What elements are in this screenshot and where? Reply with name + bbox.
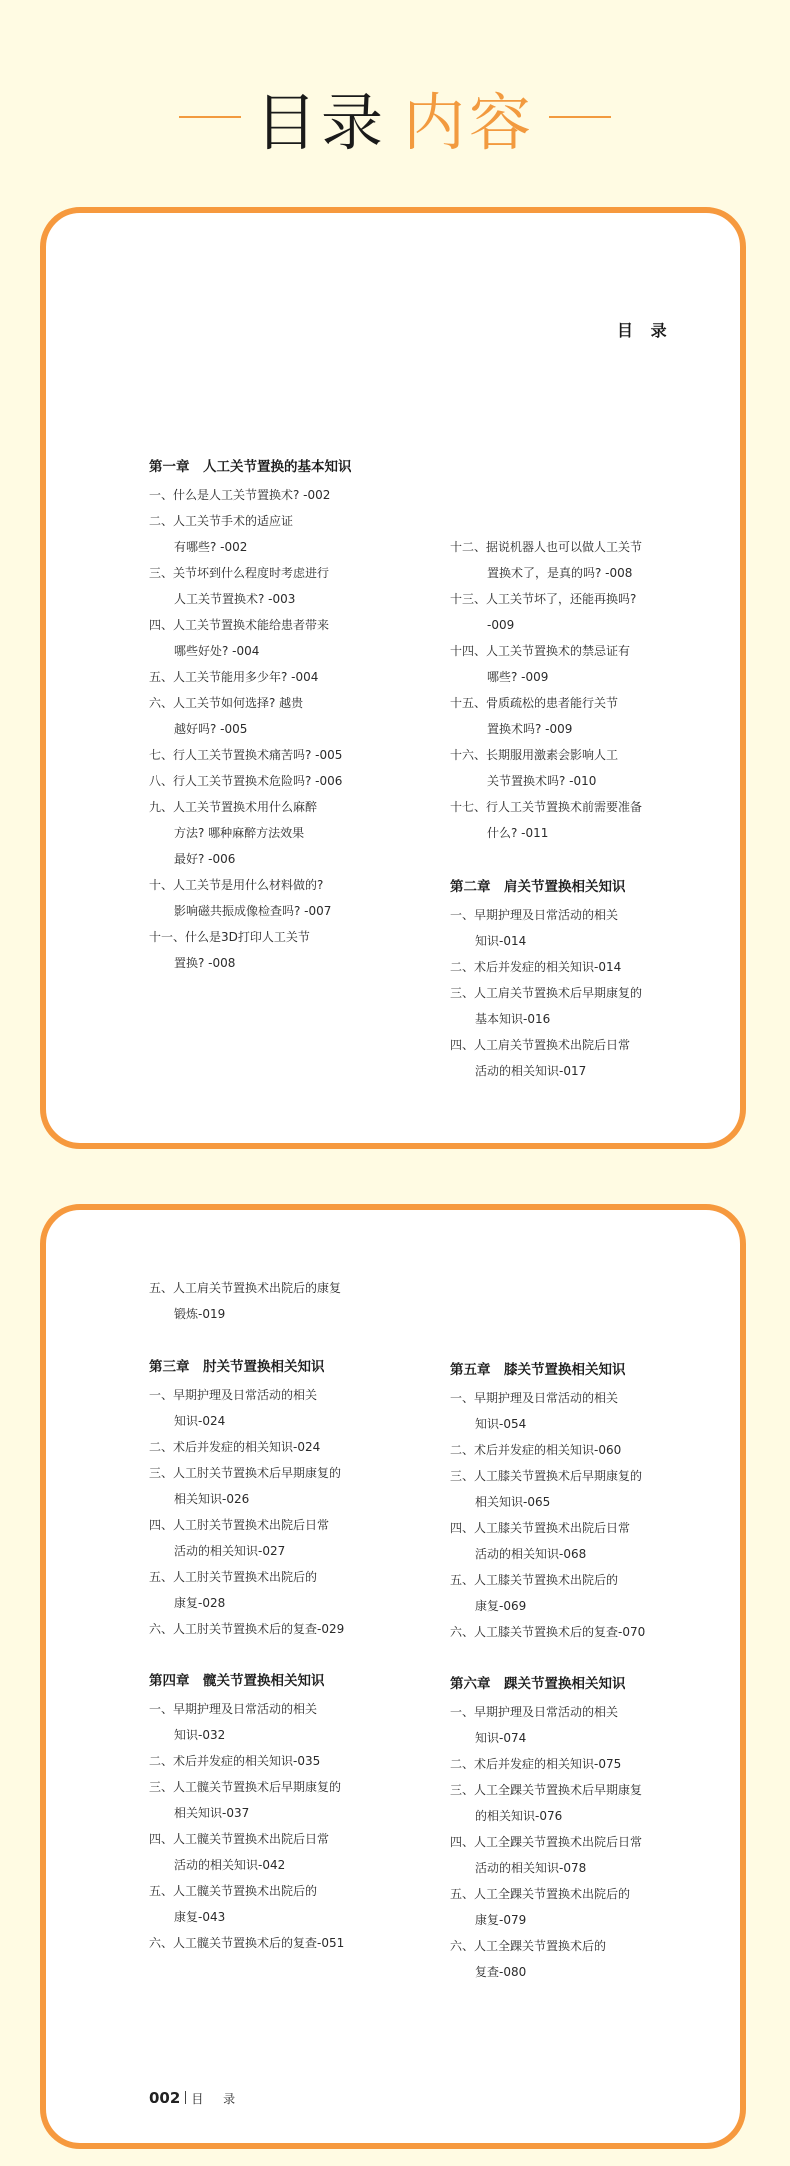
toc-entry-text-continued: 的相关知识-076 bbox=[475, 1809, 563, 1823]
toc-entry-text-continued: 知识-024 bbox=[174, 1414, 226, 1428]
toc-entry-text-continued: 复查-080 bbox=[475, 1965, 527, 1979]
chapter-entries bbox=[149, 1382, 379, 1642]
toc-entry-text: 八、行人工关节置换术危险吗? -006 bbox=[149, 774, 343, 788]
footer-divider bbox=[185, 2091, 186, 2104]
toc-entry-text-continued: 方法? 哪种麻醉方法效果 bbox=[174, 826, 305, 840]
toc-entry-text: 十三、人工关节坏了，还能再换吗? bbox=[450, 592, 637, 606]
toc-entry-text: 十六、长期服用激素会影响人工 bbox=[450, 748, 619, 762]
toc-entry-text-continued: 最好? -006 bbox=[174, 852, 236, 866]
toc-entry bbox=[450, 1699, 680, 1751]
chapter-5-block bbox=[450, 1357, 680, 1645]
page-number: 002 bbox=[149, 2089, 181, 2107]
chapter-4-block bbox=[149, 1668, 379, 1956]
toc-entry bbox=[149, 508, 379, 560]
chapter-entries bbox=[450, 1385, 680, 1645]
toc-entry-text: 四、人工肩关节置换术出院后日常 bbox=[450, 1038, 631, 1052]
toc-entry-text-continued: 知识-014 bbox=[475, 934, 527, 948]
toc-entry bbox=[149, 1460, 379, 1512]
chapter-title: 第三章 肘关节置换相关知识 bbox=[149, 1359, 325, 1375]
toc-entry bbox=[149, 1930, 379, 1956]
toc-entry-text: 三、人工肩关节置换术后早期康复的 bbox=[450, 986, 643, 1000]
toc-entry-text-continued: 什么? -011 bbox=[487, 826, 549, 840]
chapter-6-block bbox=[450, 1671, 680, 1985]
toc-entry-text-continued: 影响磁共振成像检查吗? -007 bbox=[174, 904, 332, 918]
toc-entry-text-continued: 置换术吗? -009 bbox=[487, 722, 573, 736]
toc-entry-text: 二、术后并发症的相关知识-075 bbox=[450, 1757, 622, 1771]
toc-entry bbox=[450, 586, 680, 638]
toc-entry-text-continued: 活动的相关知识-027 bbox=[174, 1544, 286, 1558]
toc-entry bbox=[149, 1564, 379, 1616]
toc-entry bbox=[149, 1826, 379, 1878]
toc-entry-text-continued: -009 bbox=[487, 618, 515, 632]
toc-entry-text-continued: 康复-043 bbox=[174, 1910, 226, 1924]
toc-entry-text: 十七、行人工关节置换术前需要准备 bbox=[450, 800, 643, 814]
toc-entry-text: 三、人工肘关节置换术后早期康复的 bbox=[149, 1466, 342, 1480]
toc-entry bbox=[149, 1696, 379, 1748]
toc-entry bbox=[450, 1437, 680, 1463]
toc-entry bbox=[149, 1616, 379, 1642]
chapter-title: 第一章 人工关节置换的基本知识 bbox=[149, 459, 352, 475]
toc-entry-text: 一、早期护理及日常活动的相关 bbox=[450, 1391, 619, 1405]
toc-entry bbox=[149, 1512, 379, 1564]
toc-entry-text: 二、人工关节手术的适应证 bbox=[149, 514, 294, 528]
toc-entry bbox=[149, 794, 379, 872]
toc-entry bbox=[450, 1032, 680, 1084]
toc-entry-text-continued: 知识-032 bbox=[174, 1728, 226, 1742]
toc-entry-text: 十四、人工关节置换术的禁忌证有 bbox=[450, 644, 631, 658]
toc-entry-text-continued: 基本知识-016 bbox=[475, 1012, 551, 1026]
toc-entry-text: 五、人工肘关节置换术出院后的 bbox=[149, 1570, 318, 1584]
toc-entry-text-continued: 哪些? -009 bbox=[487, 670, 549, 684]
toc-entry-text-continued: 活动的相关知识-078 bbox=[475, 1861, 587, 1875]
toc-entry-text: 五、人工膝关节置换术出院后的 bbox=[450, 1573, 619, 1587]
header-right-rule bbox=[549, 116, 611, 118]
toc-entry-text: 十一、什么是3D打印人工关节 bbox=[149, 930, 310, 944]
toc-entry-text: 三、人工膝关节置换术后早期康复的 bbox=[450, 1469, 643, 1483]
toc-entry bbox=[149, 924, 379, 976]
toc-entry-text-continued: 相关知识-037 bbox=[174, 1806, 250, 1820]
toc-entry bbox=[450, 1881, 680, 1933]
chapter-entries bbox=[149, 1275, 379, 1327]
toc-entry bbox=[450, 1777, 680, 1829]
toc-entry-text: 五、人工关节能用多少年? -004 bbox=[149, 670, 319, 684]
toc-entry bbox=[149, 742, 379, 768]
page-header bbox=[0, 72, 790, 162]
toc-entry-text-continued: 越好吗? -005 bbox=[174, 722, 248, 736]
toc-entry-text-continued: 康复-028 bbox=[174, 1596, 226, 1610]
toc-entry-text-continued: 活动的相关知识-042 bbox=[174, 1858, 286, 1872]
toc-entry-text-continued: 有哪些? -002 bbox=[174, 540, 248, 554]
toc-entry bbox=[450, 902, 680, 954]
toc-entry-text: 十二、据说机器人也可以做人工关节 bbox=[450, 540, 643, 554]
toc-entry-text: 六、人工全踝关节置换术后的 bbox=[450, 1939, 607, 1953]
toc-entry bbox=[450, 980, 680, 1032]
toc-entry-text: 四、人工膝关节置换术出院后日常 bbox=[450, 1521, 631, 1535]
toc-entry-text: 四、人工髋关节置换术出院后日常 bbox=[149, 1832, 330, 1846]
toc-entry bbox=[149, 560, 379, 612]
toc-entry-text-continued: 知识-074 bbox=[475, 1731, 527, 1745]
toc-entry-text: 六、人工关节如何选择? 越贵 bbox=[149, 696, 304, 710]
toc-entry-text-continued: 置换? -008 bbox=[174, 956, 236, 970]
toc-entry-text-continued: 人工关节置换术? -003 bbox=[174, 592, 296, 606]
header-left-rule bbox=[179, 116, 241, 118]
toc-entry bbox=[149, 1748, 379, 1774]
toc-entry-text: 四、人工全踝关节置换术出院后日常 bbox=[450, 1835, 643, 1849]
toc-entry-text: 四、人工肘关节置换术出院后日常 bbox=[149, 1518, 330, 1532]
toc-page-heading: 目 录 bbox=[617, 321, 673, 340]
toc-entry-text: 十五、骨质疏松的患者能行关节 bbox=[450, 696, 619, 710]
toc-entry-text: 五、人工肩关节置换术出院后的康复 bbox=[149, 1281, 342, 1295]
toc-entry bbox=[450, 1385, 680, 1437]
toc-entry-text: 三、关节坏到什么程度时考虑进行 bbox=[149, 566, 330, 580]
toc-entry-text: 五、人工髋关节置换术出院后的 bbox=[149, 1884, 318, 1898]
toc-entry-text: 十、人工关节是用什么材料做的? bbox=[149, 878, 324, 892]
toc-entry-text: 一、早期护理及日常活动的相关 bbox=[149, 1702, 318, 1716]
toc-entry bbox=[149, 768, 379, 794]
toc-entry-text-continued: 相关知识-026 bbox=[174, 1492, 250, 1506]
toc-entry-text: 六、人工髋关节置换术后的复查-051 bbox=[149, 1936, 345, 1950]
chapter-2-continued-block bbox=[149, 1275, 379, 1327]
toc-entry bbox=[149, 1878, 379, 1930]
toc-entry-text: 九、人工关节置换术用什么麻醉 bbox=[149, 800, 318, 814]
toc-entry-text: 二、术后并发症的相关知识-024 bbox=[149, 1440, 321, 1454]
toc-entry-text-continued: 活动的相关知识-068 bbox=[475, 1547, 587, 1561]
toc-entry bbox=[450, 742, 680, 794]
toc-entry bbox=[450, 1567, 680, 1619]
page-footer bbox=[149, 2089, 243, 2107]
toc-entry bbox=[450, 1515, 680, 1567]
toc-entry-text: 一、什么是人工关节置换术? -002 bbox=[149, 488, 331, 502]
toc-entry bbox=[149, 1275, 379, 1327]
toc-entry-text: 二、术后并发症的相关知识-035 bbox=[149, 1754, 321, 1768]
toc-entry bbox=[149, 1774, 379, 1826]
toc-entry-text-continued: 锻炼-019 bbox=[174, 1307, 226, 1321]
toc-entry-text: 二、术后并发症的相关知识-014 bbox=[450, 960, 622, 974]
toc-entry-text-continued: 康复-069 bbox=[475, 1599, 527, 1613]
chapter-title: 第二章 肩关节置换相关知识 bbox=[450, 879, 626, 895]
chapter-1-continued-block bbox=[450, 534, 680, 846]
toc-entry bbox=[450, 690, 680, 742]
chapter-2-block bbox=[450, 874, 680, 1084]
toc-entry-text-continued: 知识-054 bbox=[475, 1417, 527, 1431]
chapter-title: 第五章 膝关节置换相关知识 bbox=[450, 1362, 626, 1378]
toc-entry-text-continued: 置换术了，是真的吗? -008 bbox=[487, 566, 633, 580]
toc-entry-text: 六、人工肘关节置换术后的复查-029 bbox=[149, 1622, 345, 1636]
chapter-entries bbox=[450, 534, 680, 846]
toc-entry bbox=[450, 1829, 680, 1881]
chapter-entries bbox=[149, 1696, 379, 1956]
chapter-title: 第四章 髋关节置换相关知识 bbox=[149, 1673, 325, 1689]
chapter-entries bbox=[149, 482, 379, 976]
toc-entry-text-continued: 哪些好处? -004 bbox=[174, 644, 260, 658]
toc-entry-text-continued: 活动的相关知识-017 bbox=[475, 1064, 587, 1078]
toc-entry-text: 二、术后并发症的相关知识-060 bbox=[450, 1443, 622, 1457]
toc-entry-text: 六、人工膝关节置换术后的复查-070 bbox=[450, 1625, 646, 1639]
toc-entry-text: 四、人工关节置换术能给患者带来 bbox=[149, 618, 330, 632]
toc-entry-text: 三、人工全踝关节置换术后早期康复 bbox=[450, 1783, 643, 1797]
toc-entry bbox=[450, 1619, 680, 1645]
footer-label: 目 录 bbox=[191, 2092, 244, 2106]
toc-entry bbox=[450, 954, 680, 980]
toc-entry bbox=[149, 690, 379, 742]
header-title-black: 目录 bbox=[254, 85, 387, 159]
toc-entry bbox=[450, 1751, 680, 1777]
toc-entry-text: 七、行人工关节置换术痛苦吗? -005 bbox=[149, 748, 343, 762]
toc-entry-text-continued: 相关知识-065 bbox=[475, 1495, 551, 1509]
chapter-title: 第六章 踝关节置换相关知识 bbox=[450, 1676, 626, 1692]
toc-entry-text: 一、早期护理及日常活动的相关 bbox=[450, 908, 619, 922]
toc-entry bbox=[149, 612, 379, 664]
toc-entry bbox=[149, 664, 379, 690]
chapter-entries bbox=[450, 902, 680, 1084]
chapter-3-block bbox=[149, 1354, 379, 1642]
chapter-1-block bbox=[149, 454, 379, 976]
toc-entry bbox=[450, 1463, 680, 1515]
toc-entry-text: 一、早期护理及日常活动的相关 bbox=[450, 1705, 619, 1719]
toc-entry bbox=[450, 1933, 680, 1985]
toc-entry-text-continued: 康复-079 bbox=[475, 1913, 527, 1927]
toc-entry bbox=[149, 1382, 379, 1434]
toc-entry-text: 三、人工髋关节置换术后早期康复的 bbox=[149, 1780, 342, 1794]
chapter-entries bbox=[450, 1699, 680, 1985]
toc-entry bbox=[149, 872, 379, 924]
toc-entry bbox=[450, 534, 680, 586]
toc-entry-text-continued: 关节置换术吗? -010 bbox=[487, 774, 597, 788]
toc-entry bbox=[450, 638, 680, 690]
toc-entry bbox=[450, 794, 680, 846]
header-title-orange: 内容 bbox=[403, 85, 536, 159]
toc-entry bbox=[149, 482, 379, 508]
toc-entry-text: 一、早期护理及日常活动的相关 bbox=[149, 1388, 318, 1402]
toc-entry-text: 五、人工全踝关节置换术出院后的 bbox=[450, 1887, 631, 1901]
toc-entry bbox=[149, 1434, 379, 1460]
